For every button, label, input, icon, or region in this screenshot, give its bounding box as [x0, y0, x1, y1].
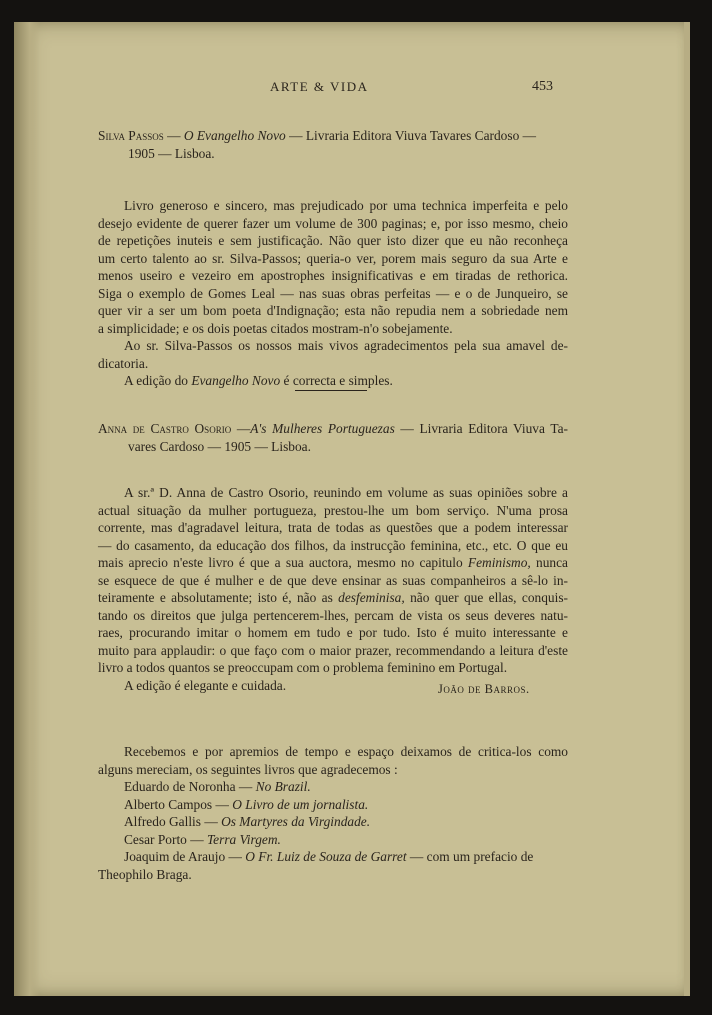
- review2-line: tando os direitos que julga pertencerem-lhes, percam de vista os seus deveres natu-: [98, 607, 568, 623]
- review2-line: actual situação da mulher portugueza, prestou-lhe um bom serviço. N'uma prosa: [98, 502, 568, 518]
- received-intro: Recebemos e por apremios de tempo e espaço deixamos de critica-los como: [124, 744, 568, 759]
- review2-line: A edição é elegante e cuidada.: [124, 677, 287, 693]
- review1-line: menos useiro e vezeiro em apostrophes insignificativas e em tiradas de rethorica.: [98, 268, 568, 283]
- received-item-cont: Theophilo Braga.: [98, 866, 192, 882]
- signature: João de Barros.: [438, 682, 530, 696]
- review2-line: mais aprecio n'este livro é que a sua auctora, mesmo no capitulo Feminismo, nunca: [98, 555, 569, 570]
- received-item: Alfredo Gallis — Os Martyres da Virgindade.: [124, 814, 371, 829]
- received-item: Cesar Porto — Terra Virgem.: [124, 831, 281, 847]
- review1-edition: A edição do Evangelho Novo é correcta e simples.: [124, 373, 393, 388]
- review2-line: corrente, mas d'agradavel leitura, trata de todas as questões que a podem interessar: [98, 520, 568, 535]
- review2-heading: Anna de Castro Osorio —A's Mulheres Portuguezas — Livraria Editora Viuva Ta- vares Cardoso — 1905 — Lisboa.: [98, 421, 568, 454]
- received-books: [98, 743, 568, 883]
- review1-thanks-cont: dicatoria.: [98, 355, 149, 371]
- review1-heading: Silva Passos — O Evangelho Novo — Livraria Editora Viuva Tavares Cardoso — 1905 — Lisboa.: [98, 128, 537, 161]
- page-number: 453: [532, 79, 553, 94]
- page-edge: [684, 22, 690, 996]
- received-item: Eduardo de Noronha — No Brazil.: [124, 779, 311, 794]
- running-header-title: ARTE & VIDA: [270, 79, 369, 94]
- received-item: Alberto Campos — O Livro de um jornalista.: [124, 796, 369, 812]
- review2-line: — do casamento, da educação dos filhos, da instrucção feminina, etc., etc. O que eu: [98, 537, 568, 553]
- review2-line: raes, procurando imitar o homem em tudo e por tudo. Isto é muito interessante e: [98, 625, 568, 640]
- review2-line: teiramente e absolutamente; isto é, não as desfeminisa, não quer que ellas, conquis-: [98, 590, 568, 605]
- review2-line: se esquece de que é mulher e de que deve ensinar as suas companheiros a sê-lo in-: [98, 572, 568, 588]
- review2-work-title: A's Mulheres Portuguezas: [250, 421, 395, 436]
- review1-author: Silva Passos: [98, 128, 164, 143]
- review2-line: livro a todos quantos se preoccupam com o problema feminino em Portugal.: [98, 660, 508, 675]
- review1-line: um certo talento ao sr. Silva-Passos; queria-o ver, porem mais seguro da sua Arte e: [98, 250, 568, 266]
- review2-line: muito para applaudir: o que faço com o maior prazer, recommendando a leitura d'este: [98, 642, 568, 658]
- review1-line: a simplicidade; e os dois poetas citados mostram-n'o sobejamente.: [98, 320, 453, 336]
- received-item: Joaquim de Araujo — O Fr. Luiz de Souza de Garret — com um prefacio de: [124, 849, 534, 864]
- review1-work-title: O Evangelho Novo: [183, 128, 286, 143]
- review1-body: [98, 197, 568, 390]
- review2-author: Anna de Castro Osorio: [98, 421, 232, 436]
- review1-thanks: Ao sr. Silva-Passos os nossos mais vivos agradecimentos pela sua amavel de-: [124, 338, 568, 353]
- review2-body: [98, 484, 568, 694]
- section-divider: [295, 390, 367, 391]
- review2-line: A sr.ª D. Anna de Castro Osorio, reunindo em volume as suas opiniões sobre a: [124, 485, 568, 500]
- binding-gutter: [14, 22, 40, 996]
- review1-line: quer vir a ser um bom poeta d'Indignação; esta não repudia nem a sobriedade nem: [98, 303, 568, 318]
- review1-line: Livro generoso e sincero, mas prejudicado por uma technica imperfeita e pelo: [124, 198, 568, 213]
- review1-line: Siga o exemplo de Gomes Leal — nas suas obras perfeitas — e o de Junqueiro, se: [98, 285, 568, 301]
- received-intro-cont: alguns mereciam, os seguintes livros que agradecemos :: [98, 761, 398, 777]
- review1-line: desejo evidente de querer fazer um volume de 300 paginas; e, por isso mesmo, cheio: [98, 215, 568, 231]
- review1-line: de repetições inuteis e sem justificação. Não quer isto dizer que eu não reconheça: [98, 233, 568, 248]
